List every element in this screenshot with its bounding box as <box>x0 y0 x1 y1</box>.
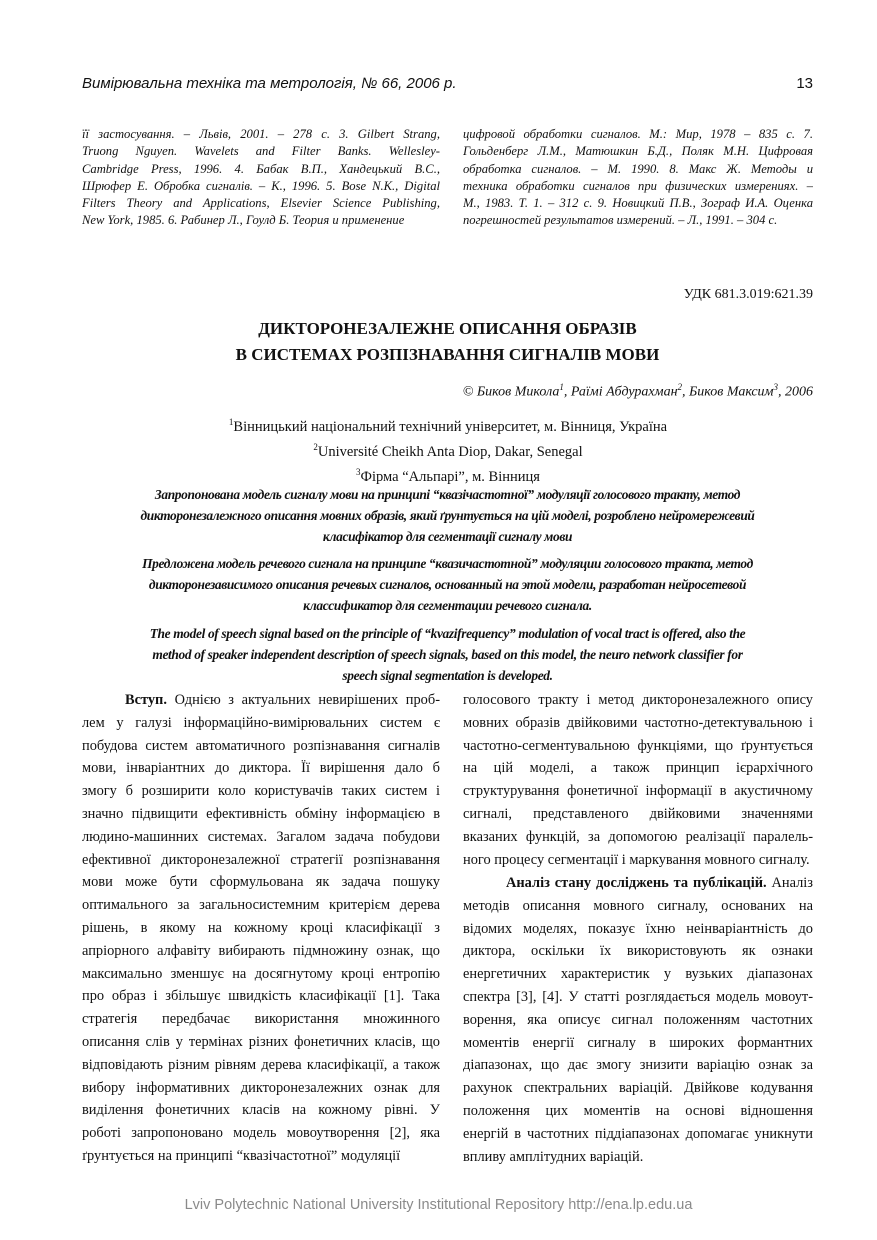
reference-line: її застосування. – Львів, 2001. – 278 с. 3. Gilbert Strang, <box>82 127 440 141</box>
section-heading: Вступ. <box>125 692 167 708</box>
body-left-column <box>82 689 440 1168</box>
paragraph-line: ґрунтується на принципі “квазічастотної” модуляції <box>82 1147 401 1164</box>
abstract-russian <box>0 553 877 616</box>
abstract-line: speech signal segmentation is developed. <box>342 668 553 683</box>
reference-line: New York, 1985. 6. Рабинер Л., Гоулд Б. Теория и применение <box>82 213 405 228</box>
paragraph-line: методів описання мовного сигналу, основаних на <box>463 897 813 914</box>
paragraph-line: положення цих моментів на основі відношення <box>463 1102 813 1119</box>
references-right-column <box>463 126 813 230</box>
reference-line: техника обработки сигналов при физических измерениях. – <box>463 178 813 193</box>
paragraph-line: голосового тракту і метод дикторонезалежного опису <box>463 692 813 708</box>
paragraph-line: ворення, яка описує сигнал положенням частотних <box>463 1011 813 1028</box>
section-heading: Аналіз стану досліджень та публікацій. <box>506 875 767 891</box>
reference-line: Шрюфер Е. Обробка сигналів. – К., 1996. 5. Bose N.K., Digital <box>82 178 440 193</box>
paragraph-line: вказаних функцій, за допомогою реалізації паралель- <box>463 828 813 845</box>
paragraph-line: мовних образів двійковими частотно-детектувальною і <box>463 714 813 731</box>
paragraph-line: роботі запропоновано модель мовоутворення [2], яка <box>82 1125 440 1142</box>
paragraph-line: діапазонах, що дає змогу знизити варіацію ознак за <box>463 1057 813 1074</box>
paragraph-line: впливу амплітудних варіацій. <box>463 1148 644 1165</box>
abstract-line: дикторонезалежного описання мовних образів, який ґрунтується на цій моделі, розроблено нейромережевий <box>140 508 755 523</box>
paragraph-line: про образ і збільшує швидкість класифікації [1]. Така <box>82 988 440 1005</box>
paragraph-line: структурування фонетичної інформації в акустичному <box>463 783 813 800</box>
year: , 2006 <box>778 384 813 400</box>
affiliation-mark: 3 <box>356 466 361 477</box>
reference-line: М., 1983. Т. 1. – 312 с. 9. Новицкий П.В., Зограф И.А. Оценка <box>463 196 813 211</box>
page-number: 13 <box>796 75 813 92</box>
paragraph-line: значно підвищити ефективність обміну інформацією в <box>82 805 440 822</box>
paragraph-line: описання слів у термінах різних фонетичних класів, що <box>82 1033 440 1050</box>
paragraph-line: змогу б розширити коло користувачів таких систем і <box>82 783 440 800</box>
paragraph-line: диктора, оскільки їх використовують як ознаки <box>463 943 813 960</box>
title-line: В СИСТЕМАХ РОЗПІЗНАВАННЯ СИГНАЛІВ МОВИ <box>235 345 660 364</box>
reference-line: Cambridge Press, 1996. 4. Бабак В.П., Хандецький В.С., <box>82 161 440 176</box>
references-left-column <box>82 126 440 230</box>
text-run: Аналіз <box>771 875 813 891</box>
author-name: Биков Микола <box>476 384 560 400</box>
affiliation <box>0 437 877 462</box>
affiliation <box>0 412 877 437</box>
abstract-ukrainian <box>0 484 877 547</box>
abstract-line: класифікатор для сегментації сигналу мови <box>322 529 573 544</box>
abstract-line: The model of speech signal based on the principle of “kvazifrequency” modulation of vocal tract is offered, also the <box>149 626 746 641</box>
abstract-line: классификатор для сегментации речевого сигнала. <box>303 598 592 613</box>
journal-header: Вимірювальна техніка та метрологія, № 66, 2006 р. <box>82 75 457 92</box>
abstract-line: Запропонована модель сигналу мови на принципі “квазічастотної” модуляції голосового тракту, метод <box>154 487 741 502</box>
copyright-sign: © <box>462 384 477 400</box>
author-name: , Раїмі Абдурахман <box>563 384 678 400</box>
paragraph-line <box>463 872 813 895</box>
paragraph-line: на цій моделі, а також принцип ієрархічного <box>463 760 813 777</box>
reference-line: погрешностей результатов измерений. – Л., 1991. – 304 с. <box>463 213 778 228</box>
paragraph-line: лем у галузі інформаційно-вимірювальних систем є <box>82 714 440 731</box>
affiliation-mark: 2 <box>313 441 318 452</box>
paragraph-line: енергетичних характеристик у вузьких діапазонах <box>463 966 813 983</box>
abstract-line: method of speaker independent description of speech signals, based on this model, the neuro network classifier for <box>152 647 743 662</box>
paragraph-line: моментів енергії сигналу в широких формантних <box>463 1034 813 1051</box>
paragraph-line: вибору інформативних дикторонезалежних ознак для <box>82 1079 440 1096</box>
paragraph-line: частотно-сегментувальною функціями, що ґрунтується <box>463 737 813 754</box>
paragraph-line: ефективної дикторонезалежної стратегії розпізнавання <box>82 851 440 868</box>
affiliation-mark: 3 <box>773 382 778 392</box>
affiliations <box>0 412 877 486</box>
affiliation-mark: 1 <box>559 382 564 392</box>
abstract-english <box>0 623 877 686</box>
abstract-line: Предложена модель речевого сигнала на принципе “квазичастотной” модуляции голосового тракта, метод <box>142 556 753 571</box>
reference-line: Гольденберг Л.М., Матюшкин Б.Д., Поляк М.Н. Цифровая <box>463 144 813 159</box>
author-name: , Биков Максим <box>682 384 774 400</box>
paragraph-line: сигналі, представленого двійковими значеннями <box>463 805 813 822</box>
paragraph-line: мови, інваріантних до диктора. Її вирішення дало б <box>82 760 440 777</box>
reference-line: Truong Nguyen. Wavelets and Filter Banks. Wellesley- <box>82 144 440 159</box>
repository-footer: Lviv Polytechnic National University Institutional Repository http://ena.lp.edu.ua <box>184 1197 693 1213</box>
paragraph-line: оптимального за загальносистемним критерієм дерева <box>82 897 440 914</box>
affiliation-mark: 1 <box>228 417 234 427</box>
authors <box>463 382 813 401</box>
paragraph-line: мови може бути сформульована як задача пошуку <box>82 874 440 891</box>
paragraph-line: виділення фонетичних класів на кожному рівні. У <box>82 1102 440 1119</box>
title-line: ДИКТОРОНЕЗАЛЕЖНЕ ОПИСАННЯ ОБРАЗІВ <box>258 319 637 338</box>
reference-line: цифровой обработки сигналов. М.: Мир, 1978 – 835 с. 7. <box>463 127 813 141</box>
paragraph-line: ного процесу сегментації і маркування мовного сигналу. <box>463 851 810 868</box>
paragraph-line <box>82 689 440 712</box>
paragraph-line: рішень, в якому на кожному кроці класифікації з <box>82 919 440 936</box>
paragraph-line: відомих моделях, показує їхню неінваріантність до <box>463 920 813 937</box>
affiliation-text: Вінницький національний технічний університет, м. Вінниця, Україна <box>233 418 668 435</box>
paragraph-line: спектра [3], [4]. У статті розглядається модель мовоут- <box>463 988 813 1005</box>
article-title <box>0 316 877 368</box>
paragraph-line: рахунок спектральних варіацій. Двійкове кодування <box>463 1080 813 1097</box>
affiliation-text: Université Cheikh Anta Diop, Dakar, Senegal <box>317 443 583 460</box>
paragraph-line: енергій в частотних піддіапазонах допомагає уникнути <box>463 1125 813 1142</box>
body-right-column-analysis <box>463 872 813 1168</box>
paragraph-line: максимально зменшує на досягнутому кроці ентропію <box>82 965 440 982</box>
udk-code: УДК 681.3.019:621.39 <box>683 287 813 302</box>
body-right-column-intro <box>463 689 813 871</box>
reference-line: обработка сигналов. – М. 1990. 8. Макс Ж. Методы и <box>463 161 813 176</box>
paragraph-line: апріорного алфавіту вибирають підмножину ознак, що <box>82 942 440 959</box>
affiliation-text: Фірма “Альпарі”, м. Вінниця <box>360 468 540 485</box>
paragraph-line: стратегія передбачає використання множинного <box>82 1011 440 1028</box>
abstract-line: дикторонезависимого описания речевых сигналов, основанный на этой модели, разработан нейросетевой <box>148 577 747 592</box>
paragraph-line: людино-машинних системах. Загалом задача побудови <box>82 828 440 845</box>
paragraph-line: відповідають різним рівням дерева класифікації, а також <box>82 1056 440 1073</box>
affiliation <box>0 462 877 487</box>
affiliation-mark: 2 <box>677 382 683 392</box>
reference-line: Filters Theory and Applications, Elsevier Science Publishing, <box>82 196 440 211</box>
text-run: Однією з актуальних невирішених проб- <box>174 692 440 708</box>
paragraph-line: побудова систем автоматичного розпізнавання сигналів <box>82 737 440 754</box>
